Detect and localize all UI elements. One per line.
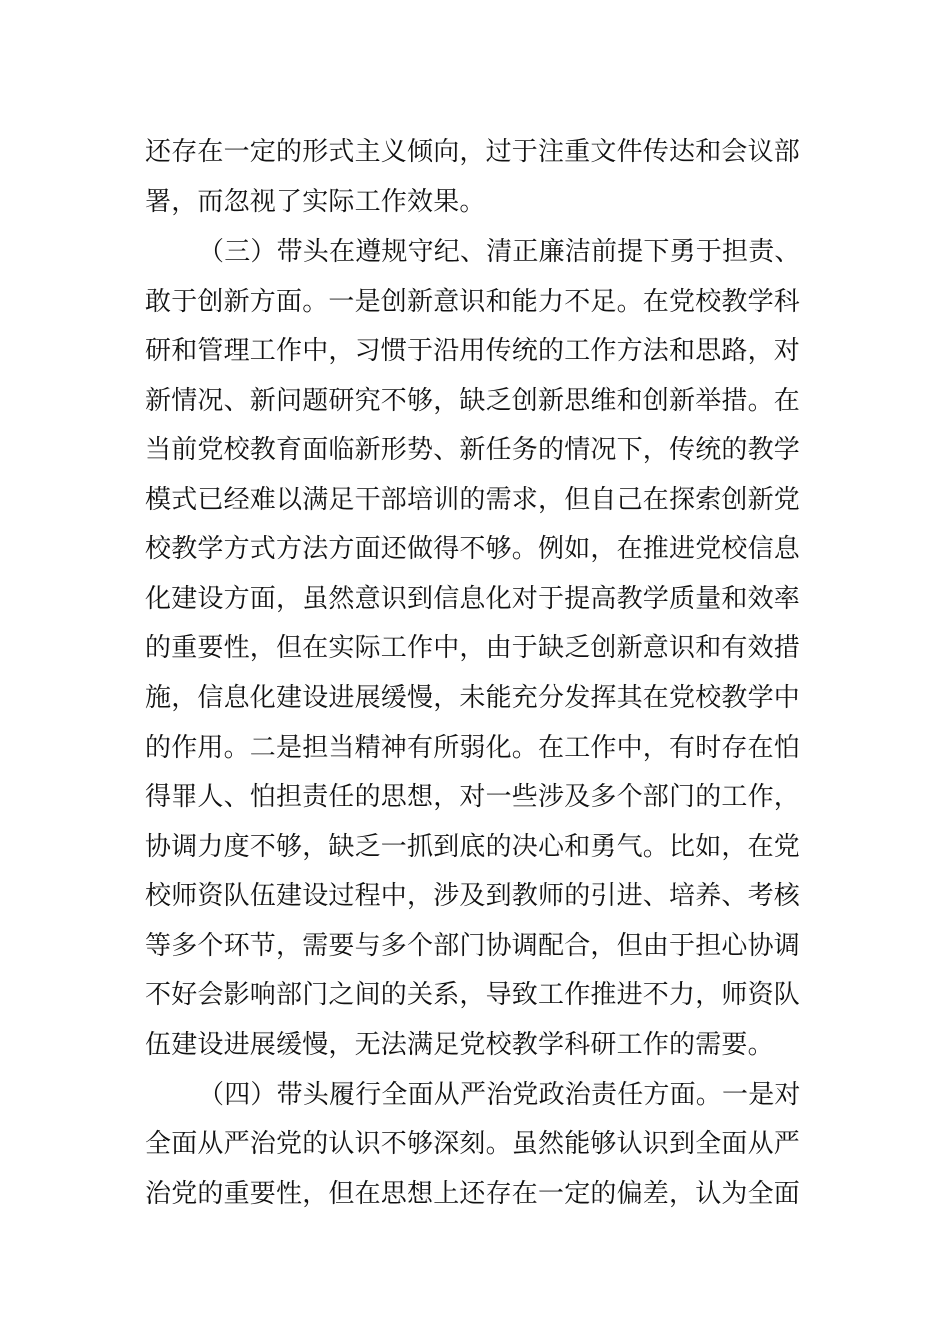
section-heading-line: （三）带头在遵规守纪、清正廉洁前提下勇于担责、 [198, 237, 801, 267]
text-line: 协调力度不够，缺乏一抓到底的决心和勇气。比如，在党 [145, 832, 801, 862]
text-line: 不好会影响部门之间的关系，导致工作推进不力，师资队 [145, 980, 801, 1010]
text-line: 化建设方面，虽然意识到信息化对于提高教学质量和效率 [145, 584, 801, 614]
section-heading-line: （四）带头履行全面从严治党政治责任方面。一是对 [198, 1080, 801, 1110]
text-line: 敢于创新方面。一是创新意识和能力不足。在党校教学科 [145, 287, 801, 317]
text-line: 研和管理工作中，习惯于沿用传统的工作方法和思路，对 [145, 336, 801, 366]
text-line: 还存在一定的形式主义倾向，过于注重文件传达和会议部 [145, 137, 801, 167]
text-line: 模式已经难以满足干部培训的需求，但自己在探索创新党 [145, 485, 801, 515]
text-line: 全面从严治党的认识不够深刻。虽然能够认识到全面从严 [145, 1129, 801, 1159]
text-line: 伍建设进展缓慢，无法满足党校教学科研工作的需要。 [145, 1030, 774, 1060]
text-line: 新情况、新问题研究不够，缺乏创新思维和创新举措。在 [145, 386, 801, 416]
text-line: 署，而忽视了实际工作效果。 [145, 187, 486, 217]
text-line: 校教学方式方法方面还做得不够。例如，在推进党校信息 [145, 534, 801, 564]
text-line: 当前党校教育面临新形势、新任务的情况下，传统的教学 [145, 435, 801, 465]
text-line: 的作用。二是担当精神有所弱化。在工作中，有时存在怕 [145, 733, 801, 763]
text-line: 等多个环节，需要与多个部门协调配合，但由于担心协调 [145, 931, 801, 961]
text-line: 治党的重要性，但在思想上还存在一定的偏差，认为全面 [145, 1179, 801, 1209]
text-line: 校师资队伍建设过程中，涉及到教师的引进、培养、考核 [145, 881, 801, 911]
text-line: 得罪人、怕担责任的思想，对一些涉及多个部门的工作， [145, 782, 801, 812]
text-line: 施，信息化建设进展缓慢，未能充分发挥其在党校教学中 [145, 683, 801, 713]
text-line: 的重要性，但在实际工作中，由于缺乏创新意识和有效措 [145, 633, 801, 663]
